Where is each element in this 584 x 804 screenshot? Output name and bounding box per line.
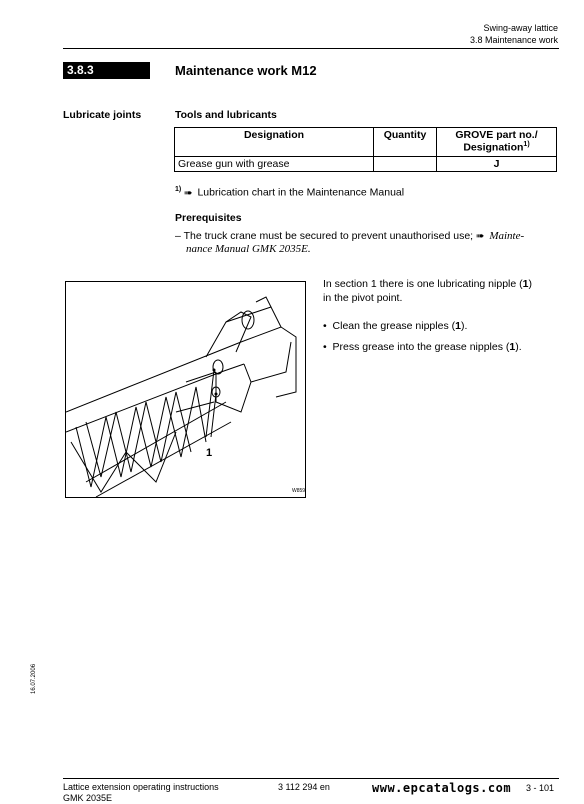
watermark-link[interactable]: www.epcatalogs.com bbox=[372, 781, 512, 795]
step1-text-a: Clean the grease nipples ( bbox=[332, 320, 456, 332]
bullet-icon: • bbox=[323, 320, 327, 332]
section-title: Maintenance work M12 bbox=[175, 63, 317, 78]
col-quantity: Quantity bbox=[374, 128, 437, 157]
instruction-intro bbox=[323, 277, 532, 305]
prerequisite-text: The truck crane must be secured to prevent unauthorised use; bbox=[183, 230, 474, 242]
footer-doc-number: 3 112 294 en bbox=[278, 782, 330, 792]
tools-table bbox=[174, 127, 557, 172]
running-header bbox=[470, 22, 558, 46]
side-heading: Lubricate joints bbox=[63, 109, 142, 121]
step1-number: 1 bbox=[455, 320, 461, 332]
prerequisite-item bbox=[175, 229, 560, 244]
intro-line-2: in the pivot point. bbox=[323, 292, 403, 304]
col-part-no bbox=[437, 128, 557, 157]
intro-line-1 bbox=[323, 277, 532, 291]
col-part-no-designation: Designation bbox=[463, 141, 524, 154]
prerequisite-reference-cont: nance Manual GMK 2035E. bbox=[186, 243, 311, 255]
intro-text-a: In section 1 there is one lubricating nipple ( bbox=[323, 278, 523, 290]
arrow-right-icon: ➠ bbox=[184, 187, 193, 199]
col-part-no-line2 bbox=[440, 141, 553, 154]
side-date: 16.07.2006 bbox=[31, 663, 37, 694]
footer-rule bbox=[63, 778, 559, 779]
header-line-2: 3.8 Maintenance work bbox=[469, 35, 558, 45]
section-number: 3.8.3 bbox=[63, 62, 150, 79]
footer-model: GMK 2035E bbox=[63, 793, 113, 803]
dash-bullet: – bbox=[175, 230, 181, 242]
header-line-1: Swing-away lattice bbox=[483, 23, 558, 33]
footer-page-number: 3 - 101 bbox=[526, 783, 555, 793]
footer-doc-title: Lattice extension operating instructions bbox=[63, 782, 219, 792]
figure-code: W859 bbox=[292, 488, 306, 494]
step1-text-c: ). bbox=[460, 320, 468, 332]
footnote bbox=[175, 183, 404, 201]
crane-boom-figure bbox=[65, 281, 306, 498]
bullet-icon: • bbox=[323, 341, 327, 353]
instruction-step-2 bbox=[323, 340, 522, 354]
intro-text-c: ) bbox=[528, 278, 532, 290]
figure-callout: 1 bbox=[206, 447, 213, 459]
prerequisites-heading: Prerequisites bbox=[175, 212, 242, 224]
table-row bbox=[175, 157, 557, 172]
intro-nipple-number: 1 bbox=[522, 278, 529, 290]
tools-heading: Tools and lubricants bbox=[175, 109, 277, 121]
cell-quantity bbox=[374, 157, 437, 172]
cell-part-no: J bbox=[437, 157, 557, 172]
step2-text-c: ). bbox=[515, 341, 522, 353]
header-rule bbox=[63, 48, 559, 49]
col-part-no-footnote-mark: 1) bbox=[523, 141, 530, 148]
col-part-no-line1: GROVE part no./ bbox=[455, 129, 538, 141]
footnote-mark: 1) bbox=[175, 186, 182, 193]
step2-text-a: Press grease into the grease nipples ( bbox=[332, 341, 510, 353]
cell-designation: Grease gun with grease bbox=[175, 157, 374, 172]
instruction-step-1 bbox=[323, 319, 467, 333]
table-header-row bbox=[175, 128, 557, 157]
col-designation: Designation bbox=[175, 128, 374, 157]
footnote-text: Lubrication chart in the Maintenance Manual bbox=[197, 186, 405, 199]
footer-left bbox=[63, 782, 219, 804]
step2-number: 1 bbox=[509, 341, 516, 353]
prerequisite-reference: Mainte- bbox=[489, 230, 525, 242]
lattice-pivot-illustration bbox=[66, 282, 305, 497]
arrow-right-icon: ➠ bbox=[476, 231, 485, 242]
